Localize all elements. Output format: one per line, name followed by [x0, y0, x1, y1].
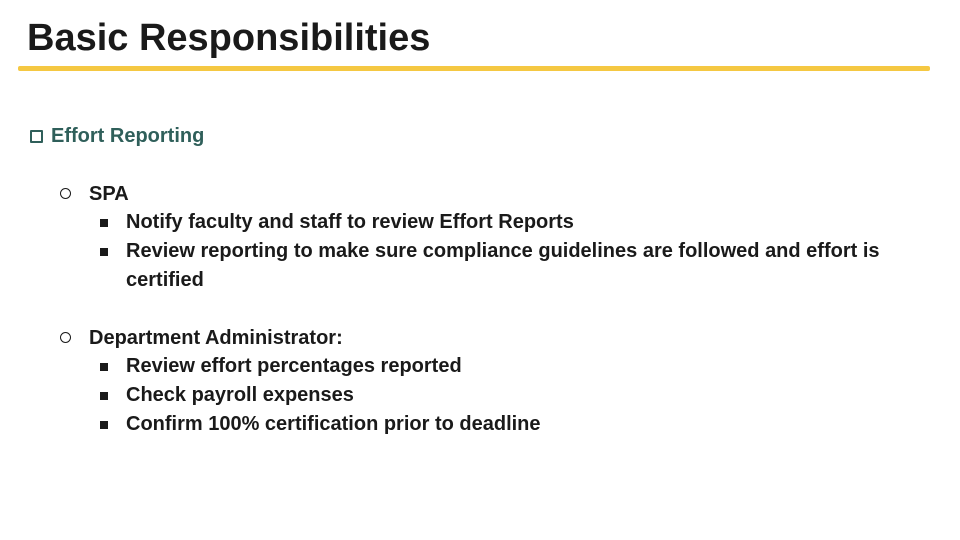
list-item [100, 381, 900, 410]
list-item-text: Notify faculty and staff to review Effort Reports [126, 211, 574, 233]
circle-bullet-icon [60, 332, 71, 343]
section-department-administrator [60, 324, 343, 353]
circle-bullet-icon [60, 188, 71, 199]
square-bullet-icon [100, 363, 108, 371]
square-bullet-icon [100, 392, 108, 400]
list-item [100, 237, 900, 295]
list-item-text: Review reporting to make sure compliance guidelines are followed and effort is certified [126, 240, 880, 291]
slide-title: Basic Responsibilities [27, 17, 431, 59]
list-item [100, 410, 900, 439]
section-spa [60, 180, 129, 209]
checkbox-square-icon [30, 130, 43, 143]
list-item-text: Confirm 100% certification prior to deadline [126, 413, 541, 435]
heading-label: Effort Reporting [51, 125, 205, 147]
list-item [100, 208, 900, 237]
square-bullet-icon [100, 421, 108, 429]
section-label: SPA [89, 183, 129, 205]
list-item-text: Check payroll expenses [126, 384, 354, 406]
title-underline [18, 66, 930, 71]
section-label: Department Administrator: [89, 327, 343, 349]
list-item [100, 352, 900, 381]
square-bullet-icon [100, 248, 108, 256]
heading-effort-reporting [30, 122, 204, 150]
list-item-text: Review effort percentages reported [126, 355, 462, 377]
square-bullet-icon [100, 219, 108, 227]
